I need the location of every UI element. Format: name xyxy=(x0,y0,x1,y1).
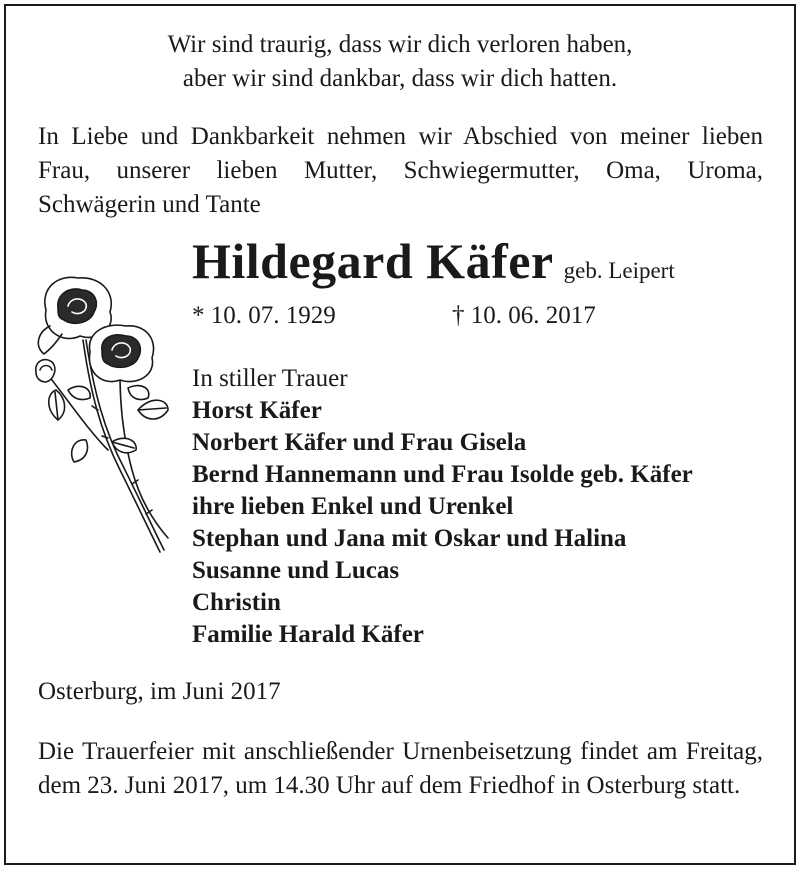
mourner-name: Bernd Hannemann und Frau Isolde geb. Käfer xyxy=(192,461,693,488)
mourner-name: Susanne und Lucas xyxy=(192,557,400,584)
place-date: Osterburg, im Juni 2017 xyxy=(38,678,281,705)
mourner-name: Horst Käfer xyxy=(192,397,322,424)
mourner-name: Christin xyxy=(192,589,281,616)
birth-date: * 10. 07. 1929 xyxy=(192,302,336,329)
deceased-name-line xyxy=(192,232,675,290)
mourner-name: Stephan und Jana mit Oskar und Halina xyxy=(192,525,627,552)
mourner-name: Familie Harald Käfer xyxy=(192,621,424,648)
mourner-name: Norbert Käfer und Frau Gisela xyxy=(192,429,527,456)
mourners-heading: In stiller Trauer xyxy=(192,365,348,392)
intro-text: In Liebe und Dankbarkeit nehmen wir Abschied von meiner lieben Frau, unserer lieben Mutter, Schwiegermutter, Oma, Uroma, Schwägerin und Tante xyxy=(38,123,763,218)
funeral-notice: Die Trauerfeier mit anschließender Urnenbeisetzung findet am Freitag, dem 23. Juni 2017, um 14.30 Uhr auf dem Friedhof in Osterburg statt. xyxy=(38,738,763,799)
birth-name: geb. Leipert xyxy=(563,258,675,283)
mourner-name: ihre lieben Enkel und Urenkel xyxy=(192,493,514,520)
epitaph-line-2: aber wir sind dankbar, dass wir dich hatten. xyxy=(182,65,618,92)
roses-icon xyxy=(28,270,178,560)
mourners-list xyxy=(192,363,693,651)
death-date: † 10. 06. 2017 xyxy=(452,302,596,329)
deceased-name: Hildegard Käfer xyxy=(192,233,554,289)
epitaph-line-1: Wir sind traurig, dass wir dich verloren haben, xyxy=(167,31,633,58)
epitaph xyxy=(0,28,800,96)
